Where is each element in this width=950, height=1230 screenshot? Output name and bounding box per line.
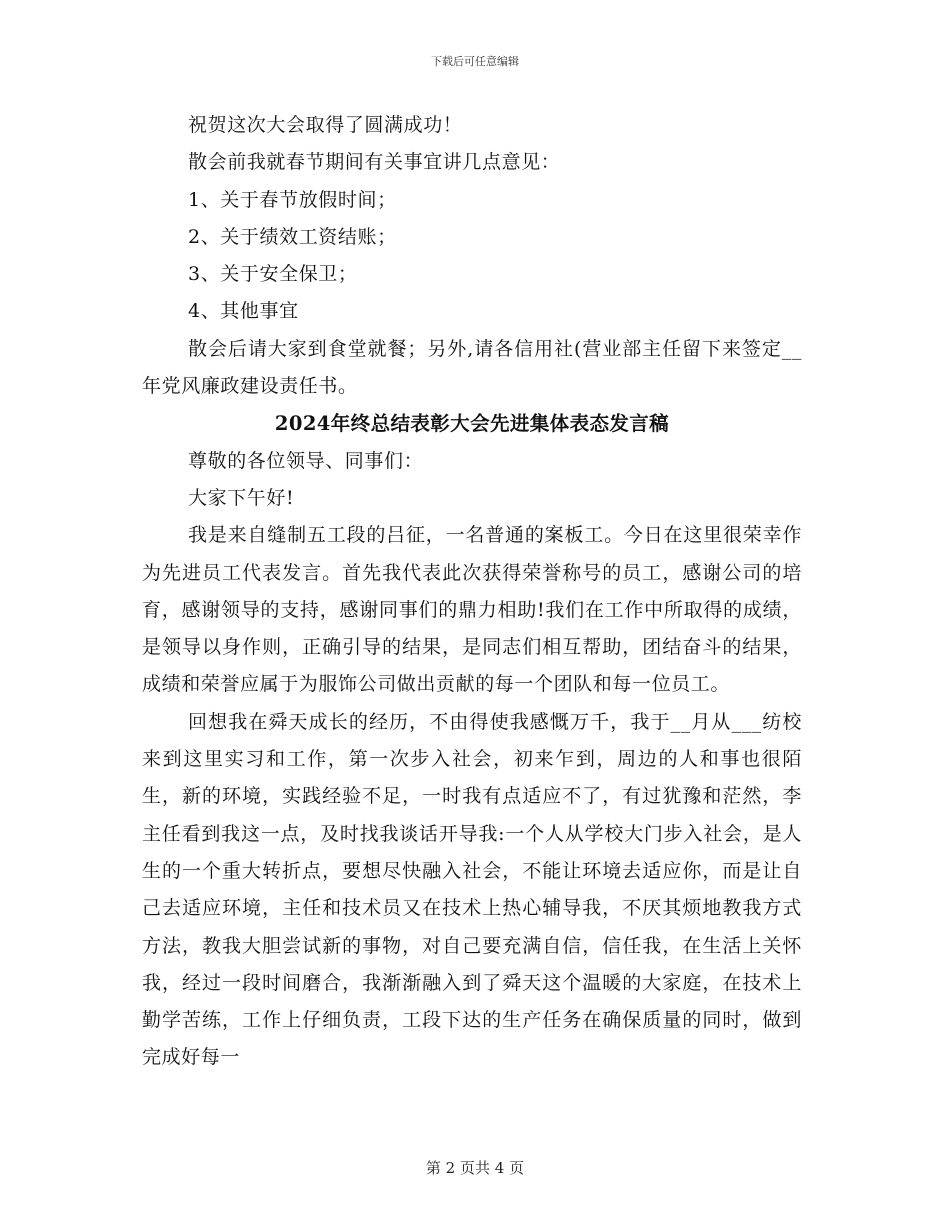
list-item-security: 3、关于安全保卫； bbox=[188, 263, 358, 286]
paragraph-introduction: 我是来自缝制五工段的吕征，一名普通的案板工。今日在这里很荣幸作为先进员工代表发言。首先我代表此次获得荣誉称号的员工，感谢公司的培育，感谢领导的支持，感谢同事们的鼎力相助!我们在工作中所取得的成绩，是领导以身作则，正确引导的结果，是同志们相互帮助，团结奋斗的结果，成绩和荣誉应属于为服饰公司做出贡献的每一个团队和每一位员工。 bbox=[142, 524, 802, 696]
list-item-holiday: 1、关于春节放假时间； bbox=[188, 188, 397, 211]
paragraph-recollection: 回想我在舜天成长的经历，不由得使我感慨万千，我于__月从___纺校来到这里实习和工作，第一次步入社会，初来乍到，周边的人和事也很陌生，新的环境，实践经验不足，一时我有点适应不了，有过犹豫和茫然，李主任看到我这一点，及时找我谈话开导我:一个人从学校大门步入社会，是人生的一个重大转折点，要想尽快融入社会，不能让环境去适应你，而是让自己去适应环境，主任和技术员又在技术上热心辅导我，不厌其烦地教我方式方法，教我大胆尝试新的事物，对自己要充满自信，信任我，在生活上关怀我，经过一段时间磨合，我渐渐融入到了舜天这个温暖的大家庭，在技术上勤学苦练，工作上仔细负责，工段下达的生产任务在确保质量的同时，做到完成好每一 bbox=[142, 710, 802, 1069]
paragraph-greeting: 大家下午好! bbox=[188, 486, 295, 509]
list-item-other: 4、其他事宜 bbox=[188, 300, 299, 323]
paragraph-opinions-intro: 散会前我就春节期间有关事宜讲几点意见： bbox=[188, 151, 561, 174]
speech-title: 2024年终总结表彰大会先进集体表态发言稿 bbox=[274, 412, 670, 436]
page-footer: 第 2 页共 4 页 bbox=[425, 1159, 525, 1177]
page-header: 下载后可任意编辑 bbox=[431, 55, 519, 68]
paragraph-congratulations: 祝贺这次大会取得了圆满成功！ bbox=[188, 114, 463, 136]
paragraph-after-meeting: 散会后请大家到食堂就餐；另外,请各信用社(营业部主任留下来签定__年党风廉政建设责任书。 bbox=[142, 337, 802, 398]
list-item-salary: 2、关于绩效工资结账； bbox=[188, 225, 397, 248]
document-body bbox=[142, 107, 802, 1077]
paragraph-salutation: 尊敬的各位领导、同事们： bbox=[188, 449, 424, 472]
